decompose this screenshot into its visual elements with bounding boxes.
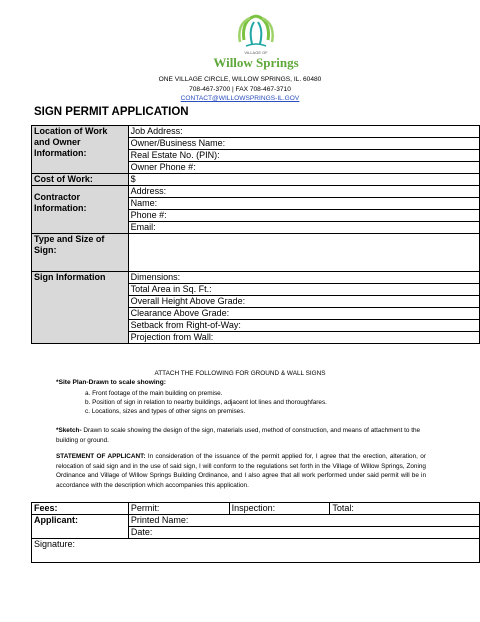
contractor-email-field[interactable]: Email: [128,222,479,234]
page-title: SIGN PERMIT APPLICATION [34,106,189,118]
owner-business-name-field[interactable]: Owner/Business Name: [128,138,479,150]
type-size-field[interactable] [128,234,479,272]
attach-note: ATTACH THE FOLLOWING FOR GROUND & WALL SIGNS [154,370,326,377]
fees-label: Fees: [32,503,129,515]
applicant-label: Applicant: [32,515,129,539]
total-area-field[interactable]: Total Area in Sq. Ft.: [128,284,479,296]
site-plan-item: a. Front footage of the main building on premise. [85,390,223,397]
willow-tree-icon [239,16,272,46]
location-label: Location of Work and Owner Information: [32,126,129,174]
job-address-field[interactable]: Job Address: [128,126,479,138]
email-link[interactable]: CONTACT@WILLOWSPRINGS-IL.GOV [180,95,300,102]
projection-field[interactable]: Projection from Wall: [128,332,479,344]
owner-phone-field[interactable]: Owner Phone #: [128,162,479,174]
type-size-label: Type and Size of Sign: [32,234,129,272]
total-field[interactable]: Total: [330,503,480,515]
printed-name-field[interactable]: Printed Name: [128,515,479,527]
sketch-paragraph [56,426,426,446]
inspection-field[interactable]: Inspection: [229,503,330,515]
contractor-label: Contractor Information: [32,186,129,234]
sign-info-label: Sign Information [32,272,129,344]
application-form [31,125,480,344]
site-plan-item: c. Locations, sizes and types of other signs on premises. [85,408,246,415]
overall-height-field[interactable]: Overall Height Above Grade: [128,296,479,308]
site-plan-heading: *Site Plan-Drawn to scale showing: [56,379,166,386]
sketch-text: Drawn to scale showing the design of the sign, materials used, method of construction, and means of attachment to the building or ground. [56,427,421,444]
statement-paragraph [56,452,426,490]
sketch-label: *Sketch- [56,427,82,434]
site-plan-item: b. Position of sign in relation to nearby buildings, adjacent lot lines and thoroughfares. [85,399,327,406]
cost-label: Cost of Work: [32,174,129,186]
logo-text: Willow Springs [213,55,299,70]
date-field[interactable]: Date: [128,527,479,539]
dimensions-field[interactable]: Dimensions: [128,272,479,284]
address-line: ONE VILLAGE CIRCLE, WILLOW SPRINGS, IL. 60480 [158,76,322,83]
clearance-field[interactable]: Clearance Above Grade: [128,308,479,320]
real-estate-no-field[interactable]: Real Estate No. (PIN): [128,150,479,162]
permit-field[interactable]: Permit: [128,503,229,515]
signature-field[interactable]: Signature: [32,539,480,563]
statement-text: In consideration of the issuance of the permit applied for, I agree that the erection, alteration, or relocation of said sign and in the use of said sign, I will conform to the regulations set forth in the Village of Willow Springs, Zoning Ordinance and Village of Willow Springs Building Ordinance, and I also agree that all work performed under said permit will be in accordance with the description which accompanies this application. [56,453,426,489]
contractor-address-field[interactable]: Address: [128,186,479,198]
setback-field[interactable]: Setback from Right-of-Way: [128,320,479,332]
logo-small-text: VILLAGE OF [244,50,268,55]
cost-field[interactable]: $ [128,174,479,186]
fees-signature-table [31,502,480,563]
contractor-phone-field[interactable]: Phone #: [128,210,479,222]
contractor-name-field[interactable]: Name: [128,198,479,210]
statement-label: STATEMENT OF APPLICANT: [56,453,146,460]
village-logo [206,12,306,74]
phone-fax-line: 708-467-3700 | FAX 708-467-3710 [189,86,291,93]
